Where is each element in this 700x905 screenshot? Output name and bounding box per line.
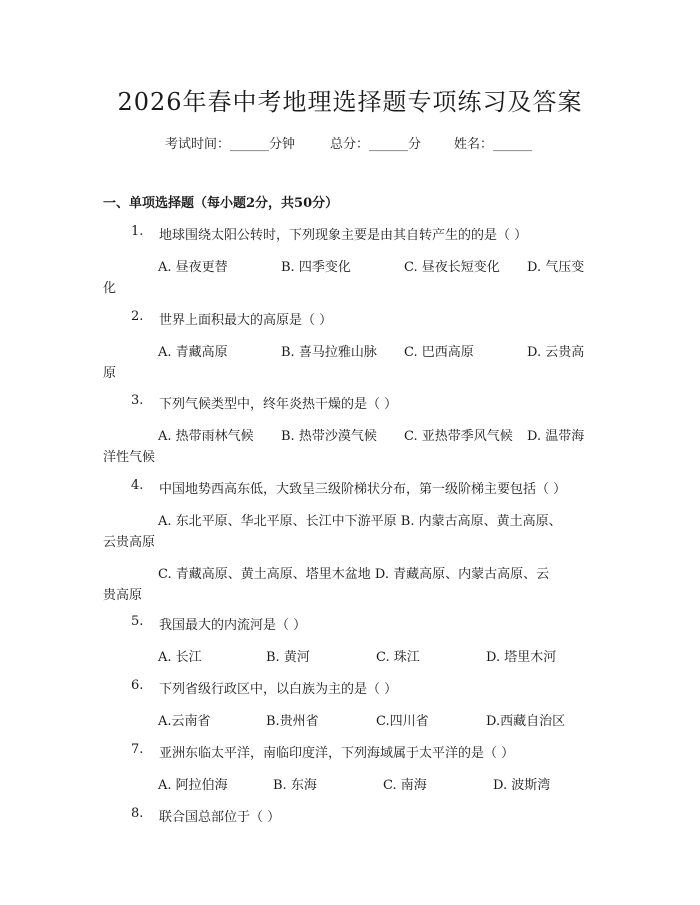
question-text: 地球围绕太阳公转时，下列现象主要是由其自转产生的的是（ ） xyxy=(159,228,528,243)
option-d: D. 波斯湾 xyxy=(493,778,551,793)
question-7 xyxy=(131,742,515,761)
question-8 xyxy=(131,806,281,825)
option-a: A. 阿拉伯海 xyxy=(158,778,228,793)
option-b: B. 东海 xyxy=(273,778,317,793)
question-2 xyxy=(131,309,333,328)
option-wrap: 洋性气候 xyxy=(103,450,156,465)
question-number: 5. xyxy=(131,614,144,629)
question-text: 下列省级行政区中，以白族为主的是（ ） xyxy=(159,682,398,697)
option-a: A. 热带雨林气候 xyxy=(158,429,254,444)
question-text: 我国最大的内流河是（ ） xyxy=(159,618,307,633)
question-6 xyxy=(131,678,398,697)
question-text: 亚洲东临太平洋，南临印度洋，下列海域属于太平洋的是（ ） xyxy=(159,746,515,761)
option-wrap: 云贵高原 xyxy=(103,535,156,550)
option-wrap: 化 xyxy=(103,281,117,296)
option-c: C. 亚热带季风气候 xyxy=(404,429,513,444)
name-field: 姓名：______ xyxy=(454,137,533,152)
section-heading: 一、单项选择题（每小题2分，共50分） xyxy=(103,196,339,211)
option-b: B. 喜马拉雅山脉 xyxy=(281,345,377,360)
option-wrap: 原 xyxy=(103,366,117,381)
option-d: D. 气压变 xyxy=(527,260,585,275)
total-score-field: 总分：______分 xyxy=(330,137,422,152)
question-number: 1. xyxy=(131,224,144,239)
question-1 xyxy=(131,224,528,243)
question-number: 8. xyxy=(131,806,144,821)
options-line-cd: C. 青藏高原、黄土高原、塔里木盆地 D. 青藏高原、内蒙古高原、云 xyxy=(158,567,550,582)
question-text: 联合国总部位于（ ） xyxy=(159,810,281,825)
page-title: 2026年春中考地理选择题专项练习及答案 xyxy=(117,88,583,116)
options-line-ab: A. 东北平原、华北平原、长江中下游平原 B. 内蒙古高原、黄土高原、 xyxy=(158,514,562,529)
question-number: 4. xyxy=(131,478,144,493)
question-5 xyxy=(131,614,307,633)
option-d: D.西藏自治区 xyxy=(486,714,566,729)
option-b: B. 热带沙漠气候 xyxy=(281,429,377,444)
option-d: D. 塔里木河 xyxy=(486,650,557,665)
option-d: D. 温带海 xyxy=(527,429,585,444)
option-wrap: 贵高原 xyxy=(103,588,143,603)
option-c: C. 巴西高原 xyxy=(404,345,474,360)
option-a: A. 青藏高原 xyxy=(158,345,228,360)
question-text: 下列气候类型中，终年炎热干燥的是（ ） xyxy=(159,397,398,412)
option-a: A. 昼夜更替 xyxy=(158,260,228,275)
option-b: B.贵州省 xyxy=(266,714,319,729)
option-d: D. 云贵高 xyxy=(527,345,585,360)
option-c: C. 珠江 xyxy=(376,650,420,665)
question-4 xyxy=(131,478,567,497)
question-number: 2. xyxy=(131,309,144,324)
option-c: C. 昼夜长短变化 xyxy=(404,260,500,275)
option-c: C. 南海 xyxy=(383,778,427,793)
question-number: 3. xyxy=(131,393,144,408)
exam-time-field: 考试时间：______分钟 xyxy=(165,137,296,152)
question-number: 7. xyxy=(131,742,144,757)
option-a: A.云南省 xyxy=(158,714,211,729)
question-text: 中国地势西高东低，大致呈三级阶梯状分布，第一级阶梯主要包括（ ） xyxy=(159,482,567,497)
option-c: C.四川省 xyxy=(376,714,429,729)
question-3 xyxy=(131,393,398,412)
option-b: B. 四季变化 xyxy=(281,260,351,275)
option-b: B. 黄河 xyxy=(266,650,310,665)
question-text: 世界上面积最大的高原是（ ） xyxy=(159,313,333,328)
option-a: A. 长江 xyxy=(158,650,202,665)
question-number: 6. xyxy=(131,678,144,693)
